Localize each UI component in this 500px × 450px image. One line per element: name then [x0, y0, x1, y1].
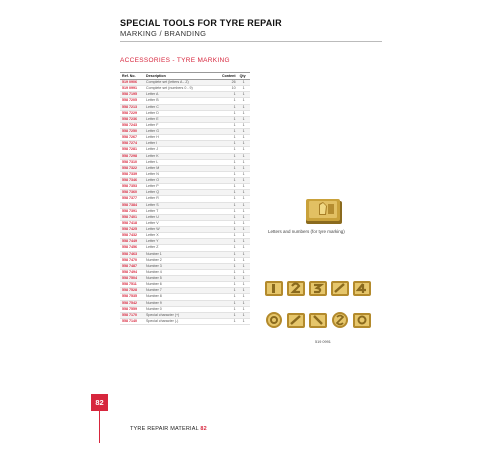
cell-content: 1: [220, 263, 238, 269]
cell-ref-no: 558 7310: [120, 159, 144, 165]
cell-content: 1: [220, 184, 238, 190]
cell-ref-no: 558 7346: [120, 178, 144, 184]
cell-content: 1: [220, 312, 238, 318]
header-divider: [120, 41, 382, 42]
cell-description: Letter S: [144, 202, 220, 208]
cell-content: 1: [220, 141, 238, 147]
cell-description: Letter C: [144, 104, 220, 110]
cell-ref-no: 558 7170: [120, 312, 144, 318]
cell-description: Letter T: [144, 208, 220, 214]
cell-content: 1: [220, 227, 238, 233]
cell-description: Number 9: [144, 300, 220, 306]
page-subtitle: MARKING / BRANDING: [120, 29, 207, 38]
cell-qty: 1: [238, 92, 250, 98]
cell-ref-no: 558 7353: [120, 184, 144, 190]
cell-ref-no: 558 7195: [120, 92, 144, 98]
cell-qty: 1: [238, 141, 250, 147]
cell-description: Complete set (numbers 0 - 9): [144, 86, 220, 92]
cell-ref-no: 558 7463: [120, 251, 144, 257]
cell-content: 1: [220, 214, 238, 220]
cell-ref-no: 558 7432: [120, 233, 144, 239]
cell-description: Letter Q: [144, 190, 220, 196]
cell-qty: 1: [238, 129, 250, 135]
cell-ref-no: 558 7250: [120, 129, 144, 135]
cell-qty: 1: [238, 165, 250, 171]
cell-qty: 1: [238, 190, 250, 196]
cell-description: Letter X: [144, 233, 220, 239]
table-header-row: [120, 73, 250, 80]
col-header-content: Content: [222, 74, 236, 78]
cell-content: 1: [220, 196, 238, 202]
cell-description: Letter K: [144, 153, 220, 159]
cell-qty: 1: [238, 288, 250, 294]
cell-content: 1: [220, 294, 238, 300]
col-header-ref: Ref. No.: [120, 73, 144, 80]
cell-ref-no: 558 7559: [120, 306, 144, 312]
cell-qty: 1: [238, 116, 250, 122]
cell-ref-no: 519 0906: [120, 80, 144, 86]
cell-qty: 1: [238, 104, 250, 110]
cell-description: Number 3: [144, 263, 220, 269]
accent-line: [99, 411, 100, 443]
cell-qty: 1: [238, 171, 250, 177]
cell-description: Number 5: [144, 276, 220, 282]
cell-qty: 1: [238, 122, 250, 128]
cell-content: 1: [220, 165, 238, 171]
cell-description: Letter G: [144, 129, 220, 135]
cell-description: Letter W: [144, 227, 220, 233]
page-number-badge: 82: [91, 394, 108, 411]
cell-qty: 1: [238, 245, 250, 251]
cell-content: 1: [220, 220, 238, 226]
cell-qty: 1: [238, 202, 250, 208]
cell-content: 1: [220, 116, 238, 122]
col-header-qty: Qty: [238, 73, 250, 80]
cell-content: 1: [220, 318, 238, 324]
cell-qty: 1: [238, 282, 250, 288]
cell-ref-no: 558 7339: [120, 171, 144, 177]
cell-content: 1: [220, 122, 238, 128]
cell-description: Complete set (letters A - Z): [144, 80, 220, 86]
cell-content: 1: [220, 98, 238, 104]
cell-description: Letter H: [144, 135, 220, 141]
footer-page-number: 82: [200, 426, 207, 432]
cell-content: 1: [220, 282, 238, 288]
cell-qty: 1: [238, 239, 250, 245]
cell-content: 1: [220, 288, 238, 294]
image-caption-letters: Letters and numbers (for tyre marking): [268, 229, 345, 234]
image-caption-number-set: 519 0991: [315, 340, 331, 344]
cell-content: 10: [220, 86, 238, 92]
cell-description: Number 2: [144, 257, 220, 263]
cell-ref-no: 558 7205: [120, 98, 144, 104]
cell-description: Letter B: [144, 98, 220, 104]
table-body: [120, 80, 250, 325]
cell-qty: 1: [238, 233, 250, 239]
cell-description: Letter J: [144, 147, 220, 153]
cell-ref-no: 558 7229: [120, 110, 144, 116]
cell-ref-no: 558 7298: [120, 153, 144, 159]
cell-ref-no: 558 7391: [120, 208, 144, 214]
cell-ref-no: 558 7504: [120, 276, 144, 282]
cell-description: Letter P: [144, 184, 220, 190]
footer-text: TYRE REPAIR MATERIAL: [130, 426, 199, 432]
punch-icon: [330, 278, 350, 298]
cell-qty: 1: [238, 208, 250, 214]
cell-ref-no: 519 0991: [120, 86, 144, 92]
cell-content: 1: [220, 251, 238, 257]
cell-qty: 1: [238, 227, 250, 233]
cell-description: Letter U: [144, 214, 220, 220]
cell-content: 1: [220, 171, 238, 177]
cell-ref-no: 558 7456: [120, 245, 144, 251]
punch-icon: [352, 278, 372, 298]
cell-content: 1: [220, 306, 238, 312]
cell-ref-no: 558 7542: [120, 300, 144, 306]
punch-icon: [286, 278, 306, 298]
cell-description: Letter Y: [144, 239, 220, 245]
cell-content: 1: [220, 178, 238, 184]
cell-ref-no: 558 7384: [120, 202, 144, 208]
cell-qty: 1: [238, 300, 250, 306]
punch-icon: [308, 278, 328, 298]
cell-qty: 1: [238, 196, 250, 202]
cell-description: Letter A: [144, 92, 220, 98]
cell-qty: 1: [238, 153, 250, 159]
cell-ref-no: 558 7274: [120, 141, 144, 147]
cell-ref-no: 558 7140: [120, 318, 144, 324]
section-title: ACCESSORIES - TYRE MARKING: [120, 57, 230, 64]
cell-content: 1: [220, 233, 238, 239]
cell-description: Special character (-): [144, 318, 220, 324]
cell-qty: 1: [238, 306, 250, 312]
cell-content: 1: [220, 208, 238, 214]
cell-ref-no: 558 7449: [120, 239, 144, 245]
cell-content: 1: [220, 257, 238, 263]
cell-qty: 1: [238, 257, 250, 263]
cell-description: Number 1: [144, 251, 220, 257]
cell-content: 1: [220, 159, 238, 165]
cell-description: Letter N: [144, 171, 220, 177]
cell-content: 1: [220, 269, 238, 275]
cell-content: 1: [220, 300, 238, 306]
cell-qty: 1: [238, 263, 250, 269]
cell-content: 1: [220, 92, 238, 98]
cell-description: Letter L: [144, 159, 220, 165]
cell-ref-no: 558 7236: [120, 116, 144, 122]
cell-qty: 1: [238, 159, 250, 165]
cell-description: Number 7: [144, 288, 220, 294]
cell-qty: 1: [238, 312, 250, 318]
cell-ref-no: 558 7528: [120, 288, 144, 294]
page-title: SPECIAL TOOLS FOR TYRE REPAIR: [120, 18, 282, 28]
cell-qty: 1: [238, 178, 250, 184]
cell-description: Number 4: [144, 269, 220, 275]
punch-icon: [330, 310, 350, 330]
cell-description: Special character (+): [144, 312, 220, 318]
cell-content: 1: [220, 245, 238, 251]
cell-description: Letter E: [144, 116, 220, 122]
cell-content: 1: [220, 190, 238, 196]
cell-description: Letter V: [144, 220, 220, 226]
cell-ref-no: 558 7535: [120, 294, 144, 300]
cell-ref-no: 558 7425: [120, 227, 144, 233]
cell-content: 1: [220, 110, 238, 116]
cell-qty: 1: [238, 276, 250, 282]
cell-ref-no: 558 7470: [120, 257, 144, 263]
cell-description: Letter Z: [144, 245, 220, 251]
cell-content: 1: [220, 147, 238, 153]
cell-description: Letter D: [144, 110, 220, 116]
page-footer: [130, 426, 207, 432]
cell-description: Letter F: [144, 122, 220, 128]
cell-qty: 1: [238, 184, 250, 190]
letter-punch-image: [305, 193, 343, 225]
cell-content: 1: [220, 129, 238, 135]
cell-description: Letter R: [144, 196, 220, 202]
accessories-table: [120, 72, 250, 325]
cell-qty: 1: [238, 251, 250, 257]
punch-icon: [264, 310, 284, 330]
cell-qty: 1: [238, 86, 250, 92]
cell-ref-no: 558 7281: [120, 147, 144, 153]
table-row: [120, 318, 250, 324]
cell-qty: 1: [238, 269, 250, 275]
cell-content: 1: [220, 202, 238, 208]
cell-qty: 1: [238, 220, 250, 226]
cell-content: 1: [220, 276, 238, 282]
cell-qty: 1: [238, 135, 250, 141]
cell-content: 1: [220, 153, 238, 159]
punch-icon: [352, 310, 372, 330]
punch-icon: [286, 310, 306, 330]
cell-qty: 1: [238, 110, 250, 116]
cell-qty: 1: [238, 80, 250, 86]
cell-ref-no: 558 7322: [120, 165, 144, 171]
cell-ref-no: 558 7418: [120, 220, 144, 226]
cell-description: Letter M: [144, 165, 220, 171]
page-header: [120, 18, 282, 38]
cell-ref-no: 558 7213: [120, 104, 144, 110]
col-header-description: Description: [144, 73, 220, 80]
cell-content: 1: [220, 104, 238, 110]
cell-ref-no: 558 7360: [120, 190, 144, 196]
cell-ref-no: 558 7243: [120, 122, 144, 128]
cell-ref-no: 558 7377: [120, 196, 144, 202]
cell-description: Letter O: [144, 178, 220, 184]
cell-qty: 1: [238, 318, 250, 324]
cell-qty: 1: [238, 214, 250, 220]
cell-ref-no: 558 7511: [120, 282, 144, 288]
cell-ref-no: 558 7401: [120, 214, 144, 220]
cell-description: Number 6: [144, 282, 220, 288]
punch-icon: [308, 310, 328, 330]
cell-ref-no: 558 7494: [120, 269, 144, 275]
cell-description: Number 8: [144, 294, 220, 300]
cell-description: Number 0: [144, 306, 220, 312]
number-punch-set-image: [264, 278, 374, 338]
cell-content: 1: [220, 239, 238, 245]
cell-ref-no: 558 7267: [120, 135, 144, 141]
cell-content: 26: [220, 80, 238, 86]
cell-ref-no: 558 7487: [120, 263, 144, 269]
cell-description: Letter I: [144, 141, 220, 147]
cell-content: 1: [220, 135, 238, 141]
punch-icon: [264, 278, 284, 298]
cell-qty: 1: [238, 98, 250, 104]
cell-qty: 1: [238, 147, 250, 153]
cell-qty: 1: [238, 294, 250, 300]
